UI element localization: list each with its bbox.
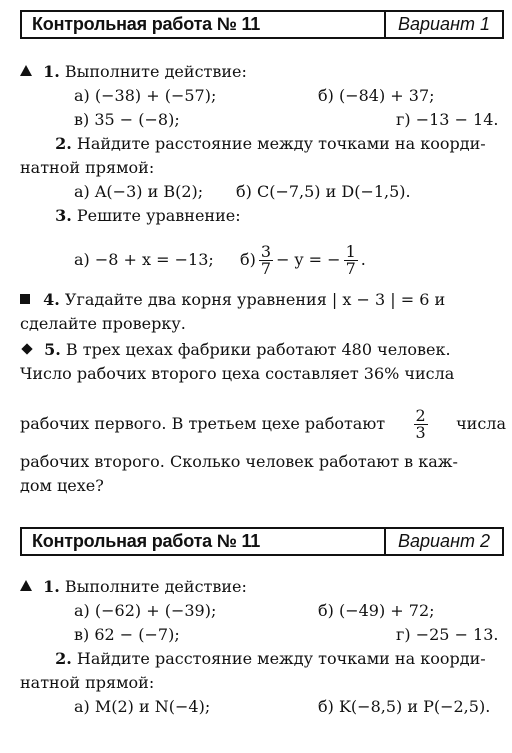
task-number: 2. xyxy=(55,649,72,668)
task-text: Выполните действие: xyxy=(64,577,247,596)
task-text: Угадайте два корня уравнения | x − 3 | = 6 и xyxy=(64,290,446,309)
fraction xyxy=(259,241,273,278)
fraction-numerator: 1 xyxy=(345,241,356,261)
v2-task2-line1 xyxy=(20,649,506,669)
fraction-denominator: 3 xyxy=(415,422,426,442)
v1-task5-line1 xyxy=(20,340,506,360)
task-text: Решите уравнение: xyxy=(76,206,241,225)
fraction xyxy=(344,241,358,278)
v1-task2-b: б) C(−7,5) и D(−1,5). xyxy=(236,182,411,201)
v1-task2-a: а) A(−3) и B(2); xyxy=(74,182,204,201)
task-text: рабочих первого. В третьем цехе работают xyxy=(20,414,386,433)
header-variant: Вариант 2 xyxy=(384,529,502,554)
task-number: 2. xyxy=(55,134,72,153)
task-text: Найдите расстояние между точками на коорди- xyxy=(76,649,486,668)
v1-task3-line xyxy=(20,206,506,226)
v1-task1-line xyxy=(20,62,506,82)
v1-task1-a: а) (−38) + (−57); xyxy=(74,86,217,105)
fraction xyxy=(414,405,428,442)
v1-task1-d: г) −13 − 14. xyxy=(396,110,499,129)
task-text: В трех цехах фабрики работают 480 человек. xyxy=(65,340,451,359)
v2-task2-a: а) M(2) и N(−4); xyxy=(74,697,211,716)
task-number: 1. xyxy=(43,62,60,81)
header-title: Контрольная работа № 11 xyxy=(32,531,261,551)
v1-task5-line5: дом цехе? xyxy=(20,476,104,495)
task-text: числа xyxy=(456,414,506,433)
v1-task3-b xyxy=(240,240,366,280)
triangle-icon xyxy=(20,580,32,591)
v2-task2-line2: натной прямой: xyxy=(20,673,155,692)
v2-task2-b: б) K(−8,5) и P(−2,5). xyxy=(318,697,491,716)
task-number: 3. xyxy=(55,206,72,225)
diamond-icon xyxy=(21,343,32,354)
square-icon xyxy=(20,294,30,304)
fraction-denominator: 7 xyxy=(260,258,272,278)
task-number: 4. xyxy=(43,290,60,309)
equation-prefix: б) xyxy=(240,250,256,269)
header-variant: Вариант 1 xyxy=(384,12,502,37)
fraction-numerator: 3 xyxy=(260,241,272,261)
v2-task1-c: в) 62 − (−7); xyxy=(74,625,180,644)
triangle-icon xyxy=(20,65,32,76)
task-text: Выполните действие: xyxy=(64,62,247,81)
v1-task2-line2: натной прямой: xyxy=(20,158,155,177)
v1-task5-line3 xyxy=(20,404,506,444)
v2-task1-line xyxy=(20,577,506,597)
task-number: 1. xyxy=(43,577,60,596)
v2-task1-b: б) (−49) + 72; xyxy=(318,601,435,620)
fraction-numerator: 2 xyxy=(415,405,426,425)
v1-task2-line1 xyxy=(20,134,506,154)
v1-task3-a: а) −8 + x = −13; xyxy=(74,250,214,269)
v1-task1-b: б) (−84) + 37; xyxy=(318,86,435,105)
v2-task1-a: а) (−62) + (−39); xyxy=(74,601,217,620)
v1-task4-line1 xyxy=(20,290,506,310)
equation-middle: − y = − xyxy=(276,250,341,269)
task-text: Найдите расстояние между точками на коорди- xyxy=(76,134,486,153)
header-title: Контрольная работа № 11 xyxy=(32,14,261,34)
variant1-header xyxy=(20,10,504,39)
equation-end: . xyxy=(360,250,366,269)
v1-task5-line2: Число рабочих второго цеха составляет 36% числа xyxy=(20,364,455,383)
fraction-denominator: 7 xyxy=(345,258,356,278)
v1-task4-line2: сделайте проверку. xyxy=(20,314,186,333)
v1-task5-line4: рабочих второго. Сколько человек работают в каж- xyxy=(20,452,458,471)
variant2-header xyxy=(20,527,504,556)
v2-task1-d: г) −25 − 13. xyxy=(396,625,499,644)
task-number: 5. xyxy=(44,340,61,359)
v1-task1-c: в) 35 − (−8); xyxy=(74,110,180,129)
